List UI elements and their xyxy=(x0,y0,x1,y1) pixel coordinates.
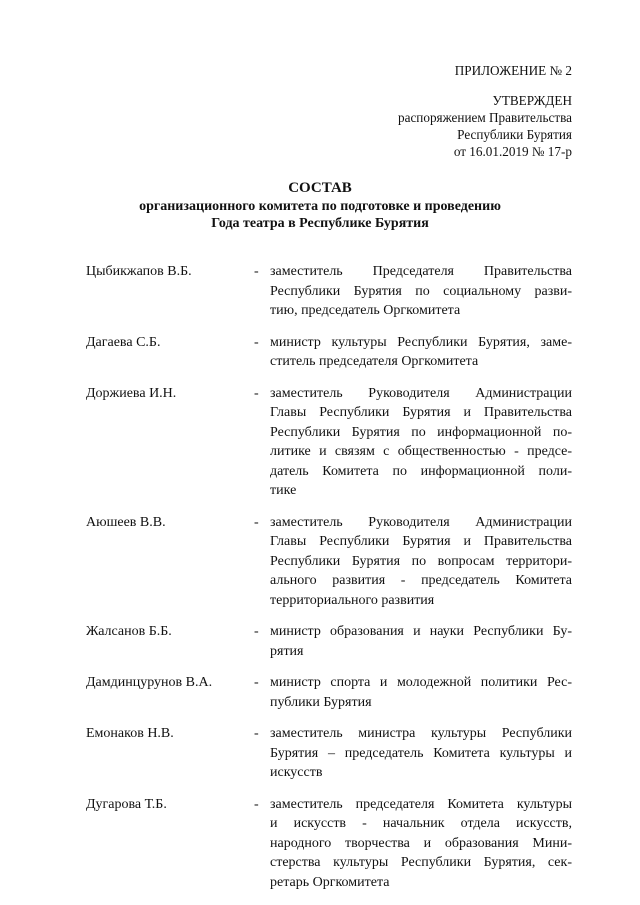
member-role-line: стерства культуры Республики Бурятия, сек- xyxy=(270,855,572,870)
member-role xyxy=(270,384,572,501)
approval-block xyxy=(398,92,572,160)
member-role xyxy=(270,724,572,783)
member-name: Жалсанов Б.Б. xyxy=(86,624,172,639)
member-name: Дамдинцурунов В.А. xyxy=(86,675,213,690)
member-row xyxy=(86,622,572,661)
approval-line: УТВЕРЖДЕН xyxy=(492,93,572,108)
member-row xyxy=(86,673,572,712)
member-role-line: министр образования и науки Республики Бу- xyxy=(270,624,572,639)
member-role-line: публики Бурятия xyxy=(270,694,372,710)
member-role xyxy=(270,795,572,893)
member-role-line: Бурятия – председатель Комитета культуры и xyxy=(270,745,572,761)
member-row xyxy=(86,724,572,783)
member-dash: - xyxy=(254,726,259,741)
member-row xyxy=(86,513,572,611)
member-role xyxy=(270,262,572,321)
member-dash: - xyxy=(254,675,259,690)
member-role-line: народного творчества и образования Мини- xyxy=(270,835,572,851)
member-name: Дагаева С.Б. xyxy=(86,334,161,350)
approval-line: распоряжением Правительства xyxy=(398,110,572,125)
approval-line: Республики Бурятия xyxy=(457,127,572,142)
title-main: СОСТАВ xyxy=(288,180,352,196)
member-role xyxy=(270,513,572,611)
member-role-line: Главы Республики Бурятия и Правительства xyxy=(270,534,572,549)
member-row xyxy=(86,384,572,501)
member-role-line: тию, председатель Оргкомитета xyxy=(270,303,461,318)
member-role-line: Главы Республики Бурятия и Правительства xyxy=(270,405,572,420)
member-role-line: датель Комитета по информационной поли- xyxy=(270,463,572,479)
member-dash: - xyxy=(254,334,259,350)
member-role-line: министр спорта и молодежной политики Рес- xyxy=(270,675,572,690)
approval-line: от 16.01.2019 № 17-р xyxy=(453,144,572,159)
member-role-line: ститель председателя Оргкомитета xyxy=(270,354,479,369)
member-role-line: литике и связям с общественностью - предсе- xyxy=(270,444,572,459)
member-role-line: Республики Бурятия по вопросам территори- xyxy=(270,553,572,569)
member-role-line: министр культуры Республики Бурятия, заме- xyxy=(270,334,572,350)
member-role-line: территориального развития xyxy=(270,592,435,608)
member-row xyxy=(86,262,572,321)
member-name: Цыбикжапов В.Б. xyxy=(86,264,192,279)
member-role-line: Республики Бурятия по социальному разви- xyxy=(270,283,572,299)
title-line: организационного комитета по подготовке и проведению xyxy=(139,199,501,214)
member-role-line: заместитель председателя Комитета культуры xyxy=(270,796,572,812)
member-role-line: рятия xyxy=(270,643,304,659)
member-role xyxy=(270,673,572,712)
member-role-line: искусств xyxy=(270,765,323,780)
members-list xyxy=(86,262,572,904)
member-name: Аюшеев В.В. xyxy=(86,514,166,530)
member-role-line: ального развития - председатель Комитета xyxy=(270,573,572,588)
member-role-line: и искусств - начальник отдела искусств, xyxy=(270,816,572,831)
member-dash: - xyxy=(254,796,259,812)
member-dash: - xyxy=(254,385,259,401)
member-name: Дугарова Т.Б. xyxy=(86,796,167,812)
member-role-line: заместитель Руководителя Администрации xyxy=(270,514,572,530)
member-role-line: ретарь Оргкомитета xyxy=(270,874,390,890)
member-name: Доржиева И.Н. xyxy=(86,385,177,401)
appendix-label xyxy=(455,62,572,79)
member-role xyxy=(270,333,572,372)
member-role-line: тике xyxy=(270,483,297,498)
member-row xyxy=(86,795,572,893)
member-dash: - xyxy=(254,264,259,279)
appendix-text: ПРИЛОЖЕНИЕ № 2 xyxy=(454,63,572,78)
member-name: Емонаков Н.В. xyxy=(86,726,174,741)
member-role xyxy=(270,622,572,661)
member-role-line: заместитель Руководителя Администрации xyxy=(270,385,572,401)
member-role-line: Республики Бурятия по информационной по- xyxy=(270,424,572,440)
member-dash: - xyxy=(254,624,259,639)
member-row xyxy=(86,333,572,372)
title-line: Года театра в Республике Бурятия xyxy=(211,216,429,231)
member-role-line: заместитель министра культуры Республики xyxy=(270,726,572,741)
document-title xyxy=(0,180,640,232)
member-role-line: заместитель Председателя Правительства xyxy=(270,264,572,279)
member-dash: - xyxy=(254,514,259,530)
